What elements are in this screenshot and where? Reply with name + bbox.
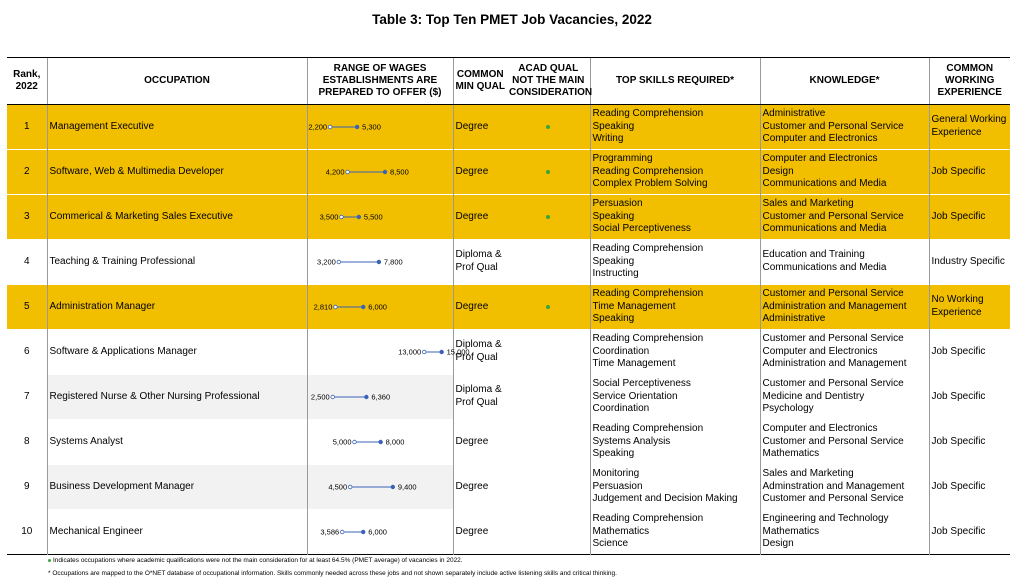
- wage-range-plot: [310, 247, 452, 277]
- skill-item: Reading Comprehension: [592, 165, 704, 177]
- knowledge-cell: [760, 240, 929, 285]
- knowledge-item: Engineering and Technology: [762, 513, 889, 525]
- wage-range-cell: [307, 465, 453, 510]
- knowledge-item: Psychology: [762, 403, 814, 415]
- experience-line: Job Specific: [931, 435, 986, 447]
- rank-cell: 10: [7, 510, 47, 555]
- occupation-cell: Mechanical Engineer: [47, 510, 307, 555]
- wage-low-label: 4,200: [325, 167, 345, 177]
- green-dot-icon: [546, 170, 550, 174]
- acad-qual-cell: [507, 105, 590, 150]
- wage-range-plot: [310, 157, 452, 187]
- wage-low-label: 4,500: [327, 482, 347, 492]
- wage-range-cell: [307, 285, 453, 330]
- skill-item: Science: [592, 538, 629, 550]
- wage-low-marker: [348, 485, 352, 489]
- skill-item: Complex Problem Solving: [592, 178, 708, 190]
- wage-low-marker: [340, 530, 344, 534]
- skills-cell: [590, 330, 760, 375]
- experience-line: Job Specific: [931, 210, 986, 222]
- min-qual-cell: [453, 420, 507, 465]
- skill-item: Coordination: [592, 345, 650, 357]
- wage-low-marker: [333, 305, 337, 309]
- wage-high-label: 7,800: [383, 257, 403, 267]
- skill-item: Reading Comprehension: [592, 333, 704, 345]
- wage-low-marker: [330, 395, 334, 399]
- header-knowledge: KNOWLEDGE*: [760, 58, 929, 105]
- skill-item: Judgement and Decision Making: [592, 493, 738, 505]
- acad-qual-cell: [507, 150, 590, 195]
- skill-item: Time Management: [592, 300, 676, 312]
- wage-high-label: 8,500: [389, 167, 409, 177]
- knowledge-item: Communications and Media: [762, 223, 887, 235]
- acad-qual-cell: [507, 510, 590, 555]
- wage-range-cell: [307, 195, 453, 240]
- skill-item: Speaking: [592, 210, 635, 222]
- table-row: [7, 465, 1010, 510]
- min-qual-line: Diploma &: [455, 384, 502, 396]
- wage-low-marker: [352, 440, 356, 444]
- wage-range-plot: [310, 517, 452, 547]
- knowledge-item: Computer and Electronics: [762, 153, 878, 165]
- knowledge-cell: [760, 375, 929, 420]
- min-qual-cell: [453, 330, 507, 375]
- knowledge-item: Sales and Marketing: [762, 468, 854, 480]
- occupation-cell: Software & Applications Manager: [47, 330, 307, 375]
- wage-high-label: 5,500: [363, 212, 383, 222]
- skill-item: Speaking: [592, 448, 635, 460]
- table-row: [7, 375, 1010, 420]
- wage-range-plot: [310, 202, 452, 232]
- header-experience: COMMON WORKING EXPERIENCE: [929, 58, 1010, 105]
- experience-cell: [929, 105, 1010, 150]
- min-qual-line: Prof Qual: [455, 352, 498, 363]
- green-dot-icon: [48, 559, 51, 562]
- experience-cell: [929, 510, 1010, 555]
- knowledge-item: Computer and Electronics: [762, 423, 878, 435]
- skills-cell: [590, 465, 760, 510]
- skill-item: Speaking: [592, 255, 635, 267]
- rank-cell: 7: [7, 375, 47, 420]
- rank-cell: 6: [7, 330, 47, 375]
- table-row: [7, 285, 1010, 330]
- green-dot-icon: [546, 305, 550, 309]
- knowledge-cell: [760, 105, 929, 150]
- skills-cell: [590, 285, 760, 330]
- rank-cell: 4: [7, 240, 47, 285]
- min-qual-line: Prof Qual: [455, 397, 498, 408]
- experience-cell: [929, 240, 1010, 285]
- vacancies-table: [7, 57, 1010, 555]
- wage-low-marker: [339, 215, 343, 219]
- wage-low-label: 3,586: [319, 527, 339, 537]
- knowledge-item: Customer and Personal Service: [762, 288, 904, 300]
- min-qual-cell: [453, 510, 507, 555]
- experience-line: General Working: [931, 114, 1007, 126]
- wage-range-cell: [307, 105, 453, 150]
- skill-item: Persuasion: [592, 198, 643, 210]
- header-wages: RANGE OF WAGES ESTABLISHMENTS ARE PREPARED TO OFFER ($): [307, 58, 453, 105]
- rank-cell: 9: [7, 465, 47, 510]
- skill-item: Speaking: [592, 313, 635, 325]
- skill-item: Service Orientation: [592, 390, 678, 402]
- table-row: [7, 510, 1010, 555]
- min-qual-cell: [453, 105, 507, 150]
- skill-item: Persuasion: [592, 480, 643, 492]
- knowledge-item: Administration and Management: [762, 358, 907, 370]
- experience-line: Experience: [931, 307, 982, 318]
- wage-low-marker: [337, 260, 341, 264]
- min-qual-line: Degree: [455, 210, 489, 222]
- table-row: [7, 240, 1010, 285]
- min-qual-cell: [453, 240, 507, 285]
- skill-item: Social Perceptiveness: [592, 378, 691, 390]
- header-min-qual: COMMON MIN QUAL: [453, 58, 507, 105]
- knowledge-item: Mathematics: [762, 448, 820, 460]
- experience-line: Job Specific: [931, 165, 986, 177]
- table-title: Table 3: Top Ten PMET Job Vacancies, 2022: [372, 12, 652, 27]
- acad-qual-cell: [507, 420, 590, 465]
- skill-item: Reading Comprehension: [592, 243, 704, 255]
- skill-item: Reading Comprehension: [592, 108, 704, 120]
- wage-high-marker: [376, 260, 380, 264]
- wage-range-plot: [310, 382, 452, 412]
- occupation-cell: Management Executive: [47, 105, 307, 150]
- wage-high-label: 6,000: [367, 527, 387, 537]
- wage-range-plot: [310, 337, 470, 367]
- wage-low-label: 3,500: [319, 212, 338, 222]
- experience-line: Job Specific: [931, 345, 986, 357]
- wage-high-label: 15,000: [446, 347, 470, 357]
- skills-cell: [590, 420, 760, 465]
- wage-range-cell: [307, 150, 453, 195]
- wage-high-label: 6,000: [367, 302, 387, 312]
- header-row: [7, 58, 1010, 105]
- knowledge-item: Communications and Media: [762, 178, 887, 190]
- wage-low-label: 2,500: [310, 392, 330, 402]
- min-qual-cell: [453, 150, 507, 195]
- wage-low-label: 5,000: [332, 437, 351, 447]
- occupation-cell: Systems Analyst: [47, 420, 307, 465]
- skills-cell: [590, 195, 760, 240]
- wage-low-label: 3,200: [316, 257, 336, 267]
- footnote-dot: [48, 557, 463, 564]
- table-row: [7, 150, 1010, 195]
- knowledge-item: Mathematics: [762, 525, 820, 537]
- rank-cell: 3: [7, 195, 47, 240]
- experience-line: No Working: [931, 294, 984, 306]
- rank-cell: 1: [7, 105, 47, 150]
- rank-cell: 8: [7, 420, 47, 465]
- wage-range-cell: [307, 510, 453, 555]
- wage-high-marker: [361, 305, 365, 309]
- knowledge-cell: [760, 330, 929, 375]
- table-row: [7, 195, 1010, 240]
- min-qual-cell: [453, 375, 507, 420]
- skill-item: Social Perceptiveness: [592, 223, 691, 235]
- experience-line: Experience: [931, 127, 982, 138]
- rank-cell: 2: [7, 150, 47, 195]
- knowledge-item: Administration and Management: [762, 300, 907, 312]
- knowledge-item: Sales and Marketing: [762, 198, 854, 210]
- knowledge-item: Adminstration and Management: [762, 480, 905, 492]
- wage-high-marker: [382, 170, 386, 174]
- knowledge-item: Design: [762, 165, 794, 177]
- knowledge-cell: [760, 195, 929, 240]
- wage-high-marker: [354, 125, 358, 129]
- wage-high-marker: [364, 395, 368, 399]
- table-row: [7, 420, 1010, 465]
- knowledge-cell: [760, 285, 929, 330]
- wage-low-label: 2,200: [307, 122, 327, 132]
- skills-cell: [590, 375, 760, 420]
- wage-high-marker: [390, 485, 394, 489]
- header-acad-qual: ACAD QUAL NOT THE MAIN CONSIDERATION: [507, 58, 590, 105]
- footnote-asterisk: * Occupations are mapped to the O*NET database of occupational information. Skills commonly needed across these jobs and not shown separately include active listening skills and critical thinking.: [48, 570, 617, 577]
- wage-range-plot: [310, 427, 452, 457]
- experience-line: Industry Specific: [931, 255, 1005, 267]
- wage-low-label: 13,000: [397, 347, 421, 357]
- min-qual-line: Degree: [455, 300, 489, 312]
- wage-low-marker: [328, 125, 332, 129]
- green-dot-icon: [546, 125, 550, 129]
- knowledge-item: Customer and Personal Service: [762, 333, 904, 345]
- wage-high-marker: [361, 530, 365, 534]
- acad-qual-cell: [507, 240, 590, 285]
- skills-cell: [590, 240, 760, 285]
- skill-item: Monitoring: [592, 468, 640, 480]
- occupation-cell: Business Development Manager: [47, 465, 307, 510]
- wage-high-label: 5,300: [361, 122, 381, 132]
- skill-item: Writing: [592, 133, 624, 145]
- table-row: [7, 105, 1010, 150]
- experience-cell: [929, 420, 1010, 465]
- min-qual-line: Diploma &: [455, 249, 502, 261]
- min-qual-line: Diploma &: [455, 339, 502, 351]
- wage-high-label: 9,400: [397, 482, 417, 492]
- knowledge-item: Administrative: [762, 108, 826, 120]
- skill-item: Systems Analysis: [592, 435, 671, 447]
- skill-item: Mathematics: [592, 525, 650, 537]
- min-qual-cell: [453, 195, 507, 240]
- occupation-cell: Software, Web & Multimedia Developer: [47, 150, 307, 195]
- wage-range-cell: [307, 420, 453, 465]
- wage-high-label: 6,360: [370, 392, 390, 402]
- knowledge-cell: [760, 465, 929, 510]
- skill-item: Time Management: [592, 358, 676, 370]
- wage-high-marker: [356, 215, 360, 219]
- min-qual-line: Degree: [455, 165, 489, 177]
- occupation-cell: Administration Manager: [47, 285, 307, 330]
- occupation-cell: Registered Nurse & Other Nursing Professional: [47, 375, 307, 420]
- wage-low-label: 2,810: [313, 302, 332, 312]
- experience-cell: [929, 465, 1010, 510]
- wage-low-marker: [345, 170, 349, 174]
- knowledge-item: Customer and Personal Service: [762, 210, 904, 222]
- wage-range-plot: [307, 112, 452, 142]
- acad-qual-cell: [507, 285, 590, 330]
- skills-cell: [590, 150, 760, 195]
- min-qual-line: Degree: [455, 120, 489, 132]
- header-occupation: OCCUPATION: [47, 58, 307, 105]
- header-rank: Rank, 2022: [7, 58, 47, 105]
- skill-item: Reading Comprehension: [592, 423, 704, 435]
- experience-cell: [929, 285, 1010, 330]
- knowledge-cell: [760, 150, 929, 195]
- acad-qual-cell: [507, 375, 590, 420]
- wage-range-cell: [307, 375, 453, 420]
- skill-item: Reading Comprehension: [592, 513, 704, 525]
- skill-item: Reading Comprehension: [592, 288, 704, 300]
- experience-cell: [929, 330, 1010, 375]
- knowledge-cell: [760, 510, 929, 555]
- knowledge-item: Customer and Personal Service: [762, 493, 904, 505]
- wage-range-cell: [307, 330, 470, 375]
- knowledge-item: Customer and Personal Service: [762, 435, 904, 447]
- knowledge-item: Customer and Personal Service: [762, 120, 904, 132]
- min-qual-cell: [453, 285, 507, 330]
- footnote-dot-text: Indicates occupations where academic qualifications were not the main consideration for at least 64.5% (PMET average) of vacancies in 2022.: [53, 557, 463, 564]
- min-qual-line: Degree: [455, 435, 489, 447]
- table-body: [7, 105, 1010, 555]
- skill-item: Programming: [592, 153, 653, 165]
- acad-qual-cell: [507, 465, 590, 510]
- knowledge-item: Administrative: [762, 313, 826, 325]
- knowledge-item: Computer and Electronics: [762, 345, 878, 357]
- knowledge-item: Medicine and Dentistry: [762, 390, 865, 402]
- skill-item: Coordination: [592, 403, 650, 415]
- min-qual-line: Degree: [455, 480, 489, 492]
- knowledge-item: Education and Training: [762, 249, 865, 261]
- skill-item: Speaking: [592, 120, 635, 132]
- knowledge-cell: [760, 420, 929, 465]
- knowledge-item: Customer and Personal Service: [762, 378, 904, 390]
- rank-cell: 5: [7, 285, 47, 330]
- green-dot-icon: [546, 215, 550, 219]
- experience-line: Job Specific: [931, 525, 986, 537]
- acad-qual-cell: [507, 330, 590, 375]
- wage-high-marker: [378, 440, 382, 444]
- wage-high-marker: [439, 350, 443, 354]
- experience-line: Job Specific: [931, 390, 986, 402]
- skill-item: Instructing: [592, 268, 639, 280]
- experience-line: Job Specific: [931, 480, 986, 492]
- knowledge-item: Computer and Electronics: [762, 133, 878, 145]
- experience-cell: [929, 150, 1010, 195]
- knowledge-item: Communications and Media: [762, 262, 887, 273]
- wage-low-marker: [422, 350, 426, 354]
- experience-cell: [929, 375, 1010, 420]
- wage-range-cell: [307, 240, 453, 285]
- wage-range-plot: [310, 472, 452, 502]
- experience-cell: [929, 195, 1010, 240]
- acad-qual-cell: [507, 195, 590, 240]
- min-qual-line: Degree: [455, 525, 489, 537]
- skills-cell: [590, 510, 760, 555]
- header-skills: TOP SKILLS REQUIRED*: [590, 58, 760, 105]
- skills-cell: [590, 105, 760, 150]
- min-qual-cell: [453, 465, 507, 510]
- wage-high-label: 8,000: [385, 437, 404, 447]
- wage-range-plot: [310, 292, 452, 322]
- knowledge-item: Design: [762, 538, 794, 550]
- min-qual-line: Prof Qual: [455, 262, 498, 273]
- table-row: [7, 330, 1010, 375]
- occupation-cell: Commerical & Marketing Sales Executive: [47, 195, 307, 240]
- occupation-cell: Teaching & Training Professional: [47, 240, 307, 285]
